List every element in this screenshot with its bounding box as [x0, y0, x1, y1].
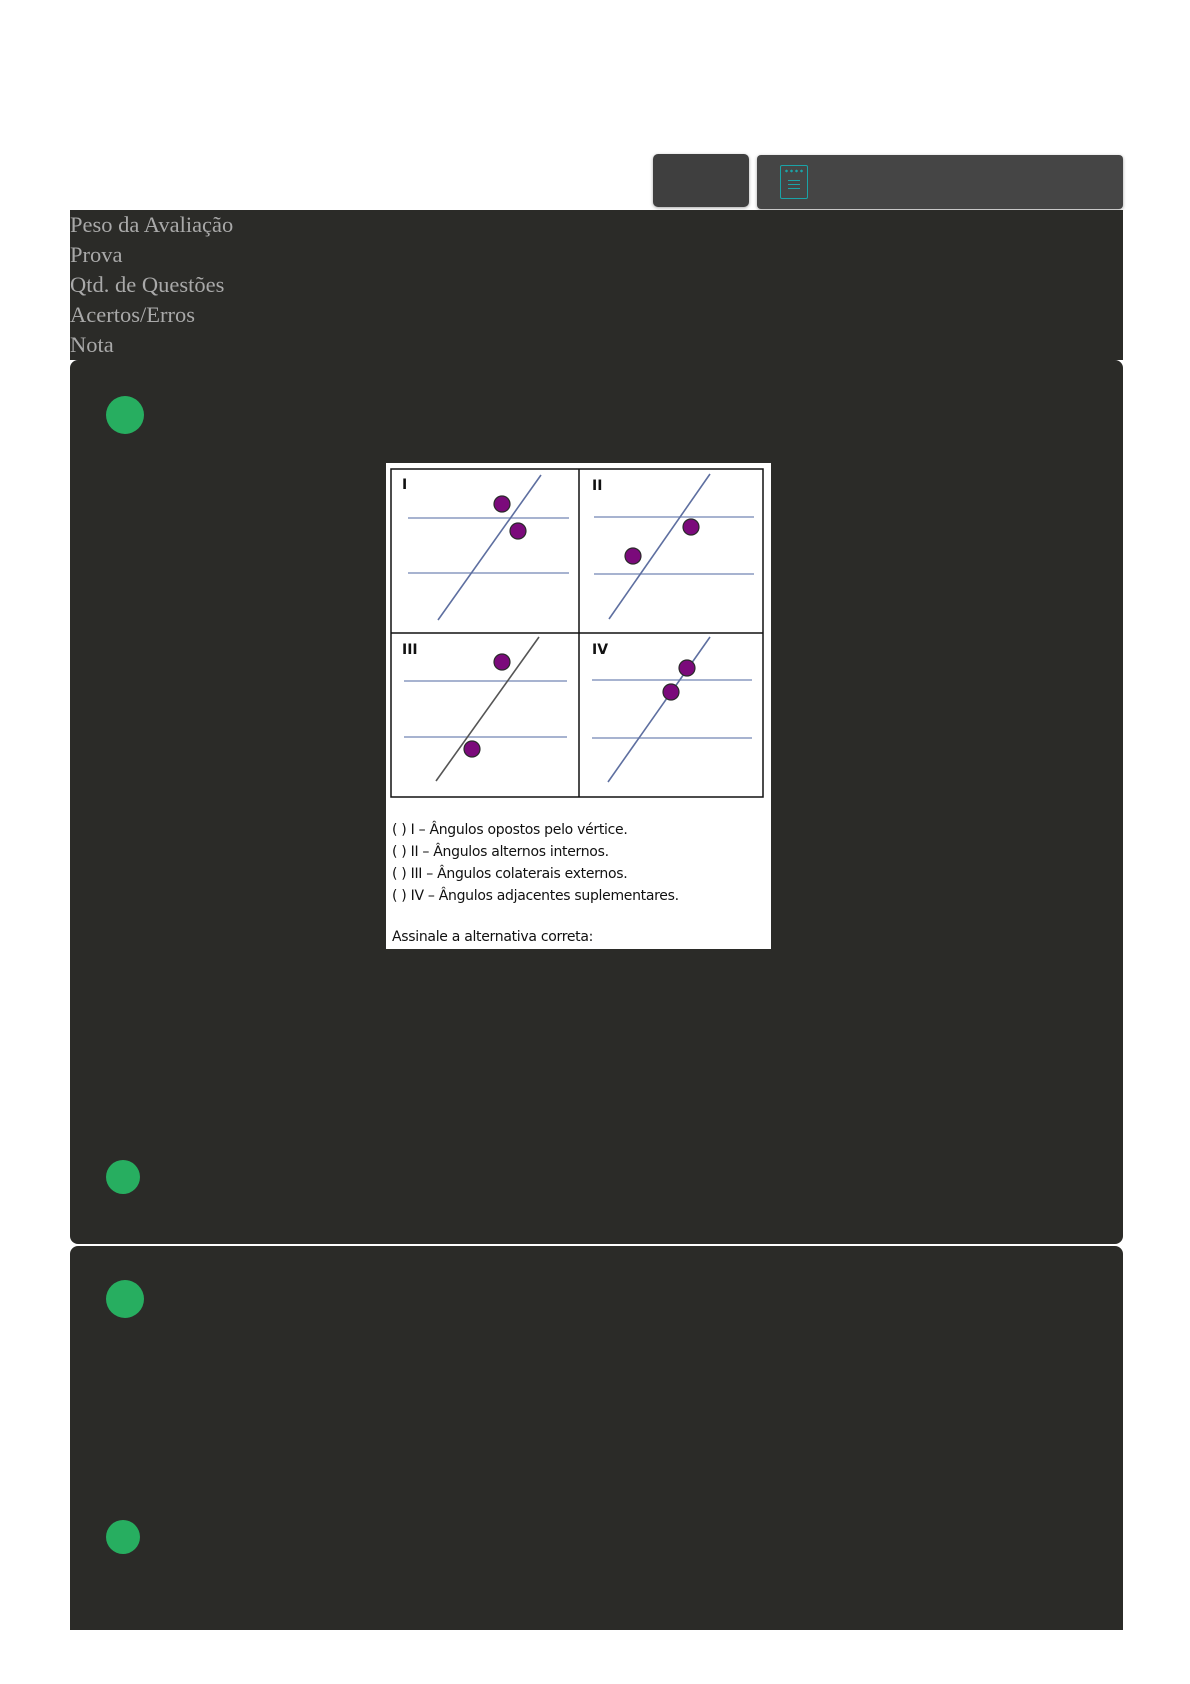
- panel-label: I: [402, 477, 408, 493]
- statement-II: ( ) II – Ângulos alternos internos.: [392, 844, 609, 860]
- document-icon: [780, 165, 808, 199]
- statement-III: ( ) III – Ângulos colaterais externos.: [392, 866, 628, 882]
- summary-label-hits-errors: Acertos/Erros: [70, 302, 195, 327]
- summary-label-question-count: Qtd. de Questões: [70, 272, 225, 297]
- statement-IV: ( ) IV – Ângulos adjacentes suplementares.: [392, 888, 679, 904]
- question-image: [386, 463, 771, 949]
- parallel-lines-figure: [386, 463, 771, 803]
- question-prompt: Assinale a alternativa correta:: [392, 929, 594, 945]
- status-dot: [106, 1280, 144, 1318]
- question-card-2: [70, 1246, 1123, 1630]
- summary-label-weight: Peso da Avaliação: [70, 212, 234, 237]
- panel-label: IV: [592, 642, 609, 658]
- status-dot: [106, 1520, 140, 1554]
- top-action-button[interactable]: [653, 154, 749, 207]
- panel-label: II: [592, 478, 603, 494]
- evaluation-summary: [70, 210, 1123, 360]
- summary-label-exam: Prova: [70, 242, 123, 267]
- answer-statements: [392, 819, 679, 907]
- status-dot: [106, 396, 144, 434]
- summary-label-grade: Nota: [70, 332, 114, 357]
- panel-label: III: [402, 642, 418, 658]
- document-panel[interactable]: [757, 155, 1123, 209]
- statement-I: ( ) I – Ângulos opostos pelo vértice.: [392, 822, 628, 838]
- status-dot: [106, 1160, 140, 1194]
